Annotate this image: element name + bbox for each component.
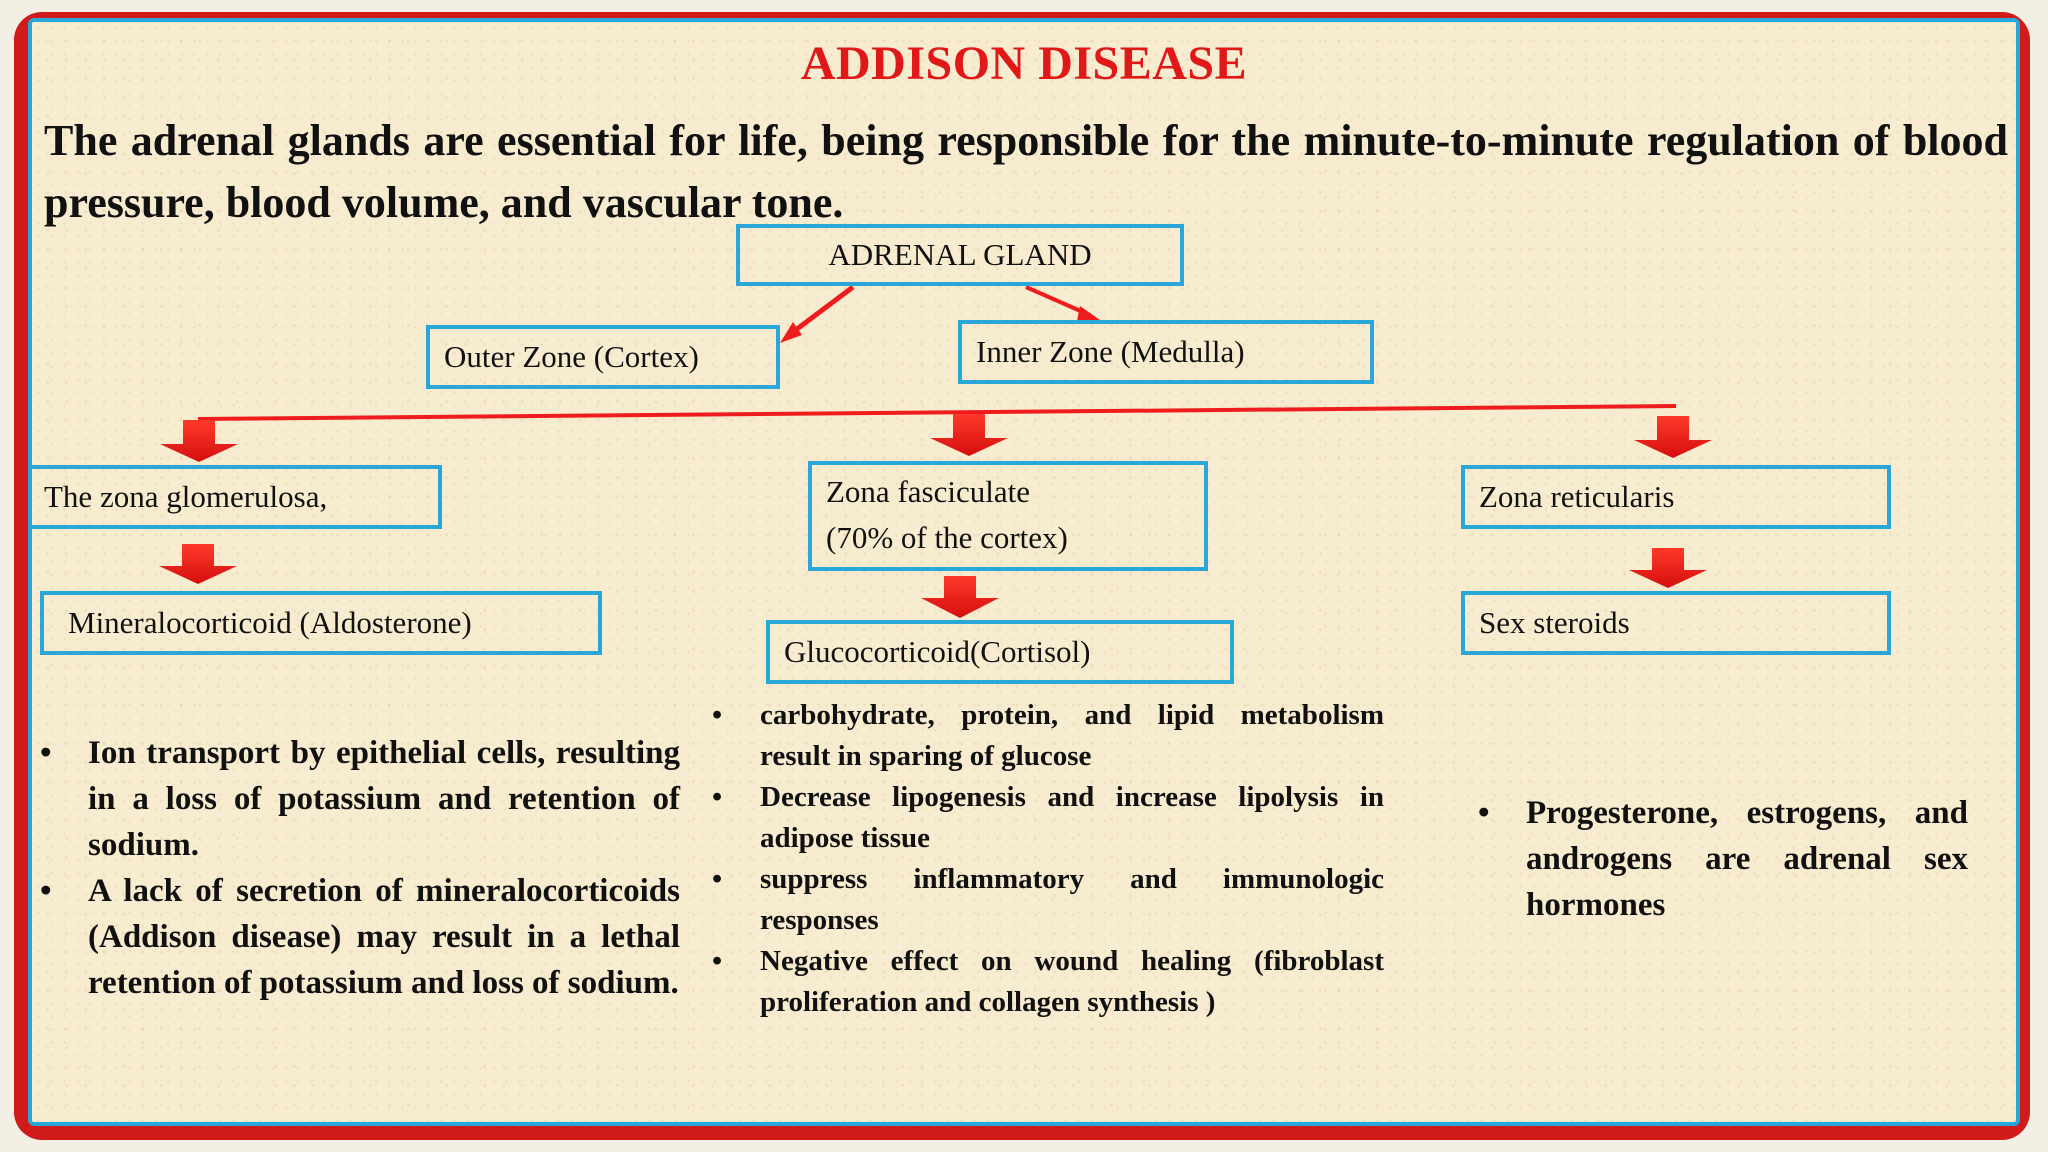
bullet-item: • Decrease lipogenesis and increase lipolysis in adipose tissue [760,777,1384,859]
bullet-item: • A lack of secretion of mineralocorticoids (Addison disease) may result in a lethal retention of potassium and loss of sodium. [88,868,680,1006]
zone-connector-line [198,406,1676,419]
mineralocorticoid-bullets [88,730,680,1006]
down-arrow-mineralocorticoid [159,544,237,584]
inner-zone-box [958,320,1374,384]
down-arrow-glucocorticoid [921,576,999,618]
down-arrow-sex-steroids [1629,548,1707,588]
adrenal-gland-box [736,224,1184,286]
intro-paragraph: The adrenal glands are essential for life, being responsible for the minute-to-minute regulation of blood pressure, blood volume, and vascular tone. [44,116,2008,227]
zona-fasciculata-box [808,461,1208,571]
zona-reticularis-label: Zona reticularis [1479,479,1675,514]
zona-reticularis-box [1461,465,1891,529]
glucocorticoid-bullets [760,695,1384,1023]
bullet-item: • carbohydrate, protein, and lipid metabolism result in sparing of glucose [760,695,1384,777]
glucocorticoid-label: Glucocorticoid(Cortisol) [784,634,1091,669]
outer-zone-box [426,325,780,389]
root-to-medulla-arrow [1026,287,1100,321]
down-arrow-glomerulosa [160,420,238,462]
bullet-item: • Progesterone, estrogens, and androgens are adrenal sex hormones [1526,790,1968,928]
outer-zone-label: Outer Zone (Cortex) [444,339,699,374]
sex-steroids-label: Sex steroids [1479,605,1630,640]
zona-fasciculata-line2: (70% of the cortex) [826,520,1068,555]
mineralocorticoid-box [40,591,602,655]
sex-steroids-box [1461,591,1891,655]
zona-glomerulosa-label: The zona glomerulosa, [44,479,328,514]
mineralocorticoid-label: Mineralocorticoid (Aldosterone) [68,605,472,640]
sex-steroid-bullets [1526,790,1968,928]
adrenal-gland-label: ADRENAL GLAND [828,237,1092,272]
slide-title: ADDISON DISEASE [800,37,1248,90]
zona-glomerulosa-box [28,465,442,529]
down-arrow-fasciculata [930,414,1008,456]
bullet-item: • Ion transport by epithelial cells, resulting in a loss of potassium and retention of sodium. [88,730,680,868]
inner-zone-label: Inner Zone (Medulla) [976,334,1245,369]
glucocorticoid-box [766,620,1234,684]
zona-fasciculata-line1: Zona fasciculate [826,474,1030,509]
bullet-item: • Negative effect on wound healing (fibroblast proliferation and collagen synthesis ) [760,941,1384,1023]
bullet-item: • suppress inflammatory and immunologic responses [760,859,1384,941]
root-to-cortex-arrow [780,287,853,343]
down-arrow-reticularis [1634,416,1712,458]
